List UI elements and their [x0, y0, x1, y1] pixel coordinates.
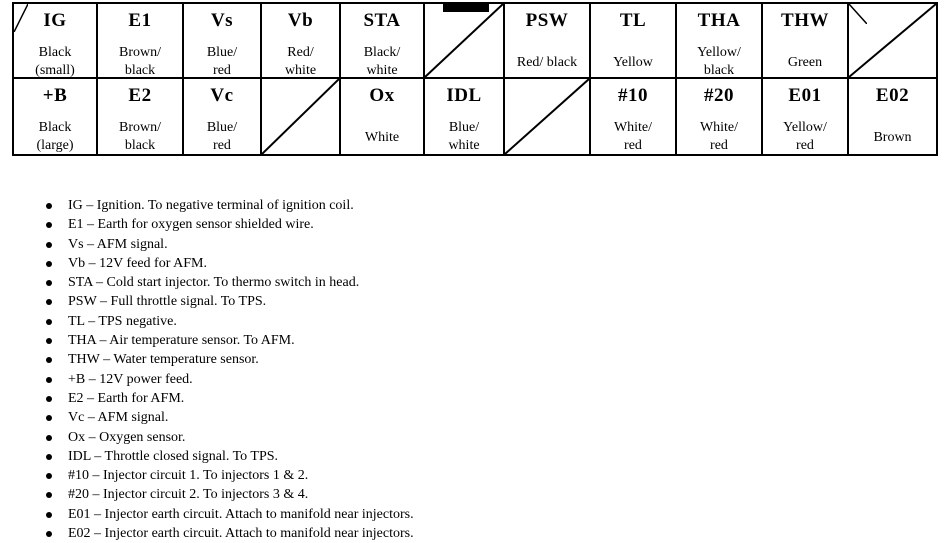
pin-name: E02: [875, 85, 910, 106]
pin-cell-e01: [761, 79, 849, 156]
legend-text: THA – Air temperature sensor. To AFM.: [68, 333, 295, 349]
pin-name: THW: [781, 10, 829, 31]
bullet-icon: [46, 396, 52, 402]
pin-cell-vs: [182, 2, 262, 79]
legend-item: [42, 505, 414, 524]
wire-color-line: white: [284, 63, 317, 78]
wire-color-line: white: [366, 63, 398, 78]
wire-color: [98, 119, 182, 155]
wire-color-line: white: [448, 138, 480, 153]
wire-color-line: White: [364, 130, 400, 145]
legend-item: [42, 331, 414, 350]
pin-cell-idl: [423, 79, 505, 156]
legend-text: #20 – Injector circuit 2. To injectors 3 & 4.: [68, 487, 309, 503]
wire-color: [763, 54, 847, 72]
bullet-icon: [46, 454, 52, 460]
wire-color-line: Green: [787, 55, 823, 70]
pin-cell-e02: [847, 79, 938, 156]
pin-name: Vb: [287, 10, 314, 31]
pin-name: E01: [788, 85, 822, 106]
unused-pin-slash: [505, 79, 589, 154]
wire-color: [677, 119, 761, 155]
legend-item: [42, 466, 414, 485]
blank-pin-cell: [423, 2, 505, 79]
wire-color-line: Black: [38, 45, 72, 60]
wire-color-line: (small): [35, 63, 75, 78]
pin-name: #20: [704, 85, 734, 106]
blank-pin-cell: [260, 79, 341, 156]
bullet-icon: [46, 261, 52, 267]
pin-cell-ox: [339, 79, 425, 156]
pin-name: Vs: [210, 10, 234, 31]
bullet-icon: [46, 357, 52, 363]
wire-color-line: Brown/: [119, 45, 161, 60]
pin-name: E1: [128, 10, 152, 31]
wire-color: [763, 119, 847, 155]
pin-cell-psw: [503, 2, 591, 79]
legend-text: +B – 12V power feed.: [68, 371, 193, 387]
wire-color: [677, 44, 761, 79]
wire-color-line: Blue/: [206, 45, 238, 60]
pin-name: #10: [618, 85, 648, 106]
pin-name: IG: [43, 10, 67, 31]
legend-text: E1 – Earth for oxygen sensor shielded wire.: [68, 217, 314, 233]
legend-text: Vs – AFM signal.: [68, 236, 168, 252]
pin-name: TL: [619, 10, 647, 31]
bullet-icon: [46, 492, 52, 498]
pin-cell-vc: [182, 79, 262, 156]
legend-item: [42, 215, 414, 234]
legend-item: [42, 408, 414, 427]
wire-color: [184, 44, 260, 79]
pin-name: E2: [128, 85, 152, 106]
unused-pin-slash: [425, 4, 503, 77]
wire-color-line: red: [710, 138, 728, 153]
wire-color: [98, 44, 182, 79]
legend-text: Vb – 12V feed for AFM.: [68, 255, 207, 271]
connector-key-tab: [443, 2, 489, 12]
wire-color-line: black: [703, 63, 735, 78]
wire-color: [425, 119, 503, 155]
legend-item: [42, 485, 414, 504]
pin-cell-vb: [260, 2, 341, 79]
wire-color-line: Brown/: [119, 120, 161, 135]
pin-cell-e2: [96, 79, 184, 156]
legend-text: STA – Cold start injector. To thermo switch in head.: [68, 275, 360, 291]
bullet-icon: [46, 222, 52, 228]
wire-color-line: red: [796, 138, 814, 153]
legend-item: [42, 428, 414, 447]
bullet-icon: [46, 242, 52, 248]
pin-name: +B: [42, 85, 68, 106]
pin-cell-sta: [339, 2, 425, 79]
legend-text: THW – Water temperature sensor.: [68, 352, 259, 368]
pin-name: IDL: [446, 85, 482, 106]
legend-item: [42, 389, 414, 408]
wire-color-line: red: [624, 138, 642, 153]
pin-cell-tl: [589, 2, 677, 79]
legend-item: [42, 235, 414, 254]
wire-color: [591, 54, 675, 72]
legend-text: IDL – Throttle closed signal. To TPS.: [68, 448, 279, 464]
legend-text: E02 – Injector earth circuit. Attach to manifold near injectors.: [68, 526, 414, 542]
wire-color-line: black: [124, 138, 156, 153]
pin-name: Vc: [210, 85, 234, 106]
legend-text: E2 – Earth for AFM.: [68, 390, 185, 406]
wire-color: [505, 54, 589, 72]
legend-item: [42, 524, 414, 543]
wire-color-line: (large): [36, 138, 74, 153]
wire-color-line: Yellow: [613, 55, 653, 70]
pin-cell-plus-b: [12, 79, 98, 156]
pin-cell-tha: [675, 2, 763, 79]
pin-cell-thw: [761, 2, 849, 79]
wire-color-line: Blue/: [206, 120, 238, 135]
pin-cell-pin-10: [589, 79, 677, 156]
bullet-icon: [46, 319, 52, 325]
wire-color: [14, 44, 96, 79]
bullet-icon: [46, 512, 52, 518]
bullet-icon: [46, 377, 52, 383]
bullet-icon: [46, 531, 52, 537]
blank-pin-cell: [847, 2, 938, 79]
unused-pin-slash: [262, 79, 339, 154]
bullet-icon: [46, 299, 52, 305]
pin-name: STA: [363, 10, 401, 31]
legend-text: #10 – Injector circuit 1. To injectors 1 & 2.: [68, 468, 309, 484]
wire-color-line: Black/: [363, 45, 401, 60]
blank-pin-cell: [503, 79, 591, 156]
wire-color-line: Yellow/: [783, 120, 827, 135]
legend-item: [42, 292, 414, 311]
pin-name: Ox: [369, 85, 395, 106]
wire-color-line: red: [213, 63, 231, 78]
wire-color-line: White/: [613, 120, 653, 135]
corner-slash: [849, 4, 867, 24]
bullet-icon: [46, 203, 52, 209]
pin-name: THA: [697, 10, 741, 31]
bullet-icon: [46, 435, 52, 441]
legend-text: TL – TPS negative.: [68, 313, 177, 329]
bullet-icon: [46, 473, 52, 479]
legend-item: [42, 273, 414, 292]
pin-legend-list: [42, 196, 414, 543]
bullet-icon: [46, 415, 52, 421]
legend-item: [42, 447, 414, 466]
legend-text: IG – Ignition. To negative terminal of ignition coil.: [68, 198, 354, 213]
wire-color: [262, 44, 339, 79]
wire-color-line: Blue/: [448, 120, 480, 135]
wire-color-line: White/: [699, 120, 739, 135]
wire-color-line: black: [124, 63, 156, 78]
legend-item: [42, 350, 414, 369]
bullet-icon: [46, 280, 52, 286]
legend-text: PSW – Full throttle signal. To TPS.: [68, 294, 267, 310]
wire-color: [341, 129, 423, 147]
legend-item: [42, 196, 414, 215]
bullet-icon: [46, 338, 52, 344]
wire-color-line: Yellow/: [697, 45, 741, 60]
legend-text: Vc – AFM signal.: [68, 410, 169, 426]
wire-color-line: Brown: [873, 130, 912, 145]
legend-text: Ox – Oxygen sensor.: [68, 429, 186, 445]
wire-color: [184, 119, 260, 155]
pin-name: PSW: [525, 10, 569, 31]
legend-item: [42, 254, 414, 273]
pin-cell-e1: [96, 2, 184, 79]
pin-cell-pin-20: [675, 79, 763, 156]
wire-color-line: red: [213, 138, 231, 153]
wire-color-line: Red/ black: [516, 55, 578, 70]
wire-color-line: Red/: [287, 45, 314, 60]
legend-item: [42, 370, 414, 389]
corner-slash: [14, 4, 28, 32]
wire-color: [14, 119, 96, 155]
wire-color: [849, 129, 936, 147]
wire-color: [591, 119, 675, 155]
pin-cell-ig: [12, 2, 98, 79]
ecu-connector-pinout: [12, 2, 938, 156]
legend-text: E01 – Injector earth circuit. Attach to manifold near injectors.: [68, 506, 414, 522]
wire-color: [341, 44, 423, 79]
legend-item: [42, 312, 414, 331]
wire-color-line: Black: [38, 120, 72, 135]
